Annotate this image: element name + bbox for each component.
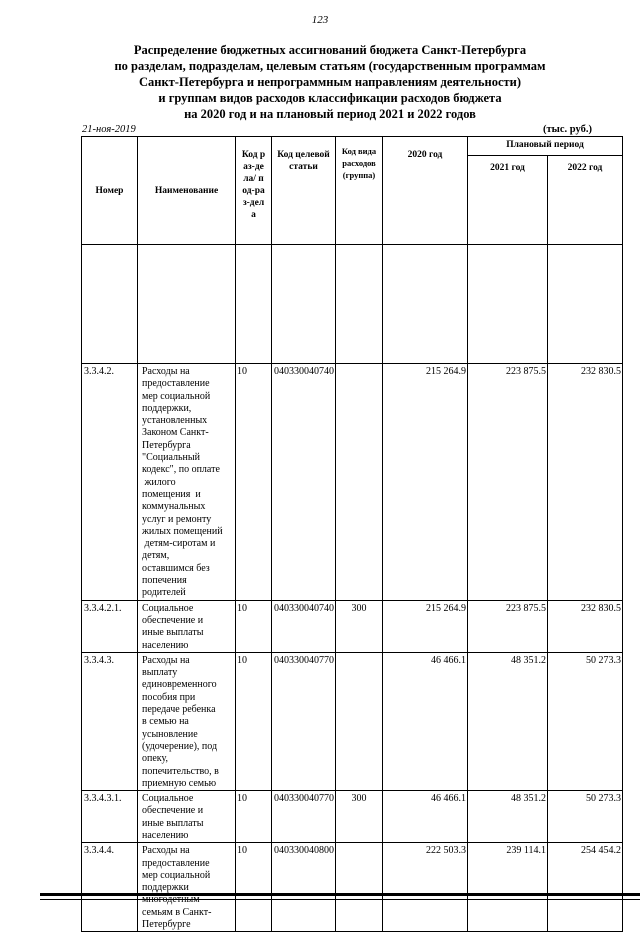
row-name-line: Законом Санкт- — [142, 427, 209, 439]
row-target: 0330040740 — [284, 602, 334, 614]
row-razdel: 10 — [236, 652, 272, 790]
header-razdel: Код раз-дела/ под-раз-дела — [236, 137, 272, 245]
row-name-line: Петербурге — [142, 919, 191, 931]
row-name-line: в семью на — [142, 716, 189, 728]
row-2021: 223 875.5 — [468, 600, 548, 652]
row-name-line: Расходы на — [142, 654, 190, 666]
header-2022: 2022 год — [548, 156, 623, 245]
row-2022: 254 454.2 — [548, 843, 623, 932]
row-podrazdel: 04 — [274, 366, 284, 377]
row-2022: 50 273.3 — [548, 791, 623, 843]
header-plan-period: Плановый период — [468, 137, 623, 156]
row-name-line: передаче ребенка — [142, 704, 216, 716]
row-name-line: детям, — [142, 550, 170, 562]
row-name-line: кодекс", по оплате — [142, 464, 220, 476]
row-name — [138, 652, 236, 790]
row-number: 3.3.4.3. — [82, 652, 138, 790]
row-razdel: 10 — [236, 791, 272, 843]
row-name-line: попечения — [142, 575, 187, 587]
row-name-line: попечительство, в — [142, 765, 219, 777]
row-name-line: родителей — [142, 587, 186, 599]
footer-rule — [40, 893, 640, 896]
title-line: на 2020 год и на плановый период 2021 и 2022 годов — [184, 107, 476, 121]
row-number: 3.3.4.4. — [82, 843, 138, 932]
row-razdel: 10 — [236, 364, 272, 601]
row-name-line: мер социальной — [142, 869, 211, 881]
table-row — [82, 652, 623, 790]
header-vid: Код вида расходов (группа) — [336, 137, 383, 245]
row-target-code — [272, 652, 336, 790]
row-2022: 232 830.5 — [548, 600, 623, 652]
row-podrazdel: 04 — [274, 654, 284, 666]
row-name-line: Расходы на — [142, 845, 190, 857]
row-name — [138, 843, 236, 932]
row-name-line: жилых помещений — [142, 525, 223, 537]
title-line: по разделам, подразделам, целевым статьям (государственным программам — [114, 59, 546, 73]
row-name-line: приемную семью — [142, 777, 217, 789]
row-name-line: услуг и ремонту — [142, 513, 212, 525]
row-name-line: установленных — [142, 415, 208, 427]
row-target-code — [272, 791, 336, 843]
row-name-line: обеспечение и — [142, 614, 204, 626]
row-target: 0330040800 — [284, 845, 334, 857]
row-name-line: Социальное — [142, 793, 194, 805]
row-2021: 48 351.2 — [468, 652, 548, 790]
row-name-line: выплату — [142, 667, 178, 679]
row-name-line: предоставление — [142, 378, 210, 390]
row-name-line: "Социальный — [142, 452, 200, 464]
row-number: 3.3.4.2. — [82, 364, 138, 601]
row-name-line: иные выплаты — [142, 817, 204, 829]
row-name-line: жилого — [142, 476, 176, 488]
table-row — [82, 600, 623, 652]
row-name-line: оставшимся без — [142, 562, 210, 574]
row-name-line: опеку, — [142, 753, 169, 765]
header-number: Номер — [82, 137, 138, 245]
row-name-line: пособия при — [142, 691, 196, 703]
row-target-code — [272, 364, 336, 601]
document-date: 21-ноя-2019 — [82, 124, 136, 135]
row-name-line: предоставление — [142, 857, 210, 869]
row-name — [138, 791, 236, 843]
row-target-code — [272, 843, 336, 932]
table-row — [82, 791, 623, 843]
row-vid — [336, 364, 383, 601]
units-label: (тыс. руб.) — [543, 124, 592, 135]
budget-table — [81, 136, 623, 932]
row-name-line: Социальное — [142, 602, 194, 614]
title-line: и группам видов расходов классификации расходов бюджета — [158, 91, 502, 105]
row-name — [138, 600, 236, 652]
row-name-line: поддержки, — [142, 402, 192, 414]
row-name-line: детям-сиротам и — [142, 538, 216, 550]
row-name-line: Расходы на — [142, 366, 190, 377]
row-2022: 50 273.3 — [548, 652, 623, 790]
row-number: 3.3.4.3.1. — [82, 791, 138, 843]
row-target: 0330040740 — [284, 366, 334, 377]
row-2021: 223 875.5 — [468, 364, 548, 601]
row-name-line: Петербурга — [142, 439, 191, 451]
row-2020: 46 466.1 — [383, 791, 468, 843]
row-2022: 232 830.5 — [548, 364, 623, 601]
row-2021: 48 351.2 — [468, 791, 548, 843]
row-podrazdel: 04 — [274, 845, 284, 857]
table-row — [82, 843, 623, 932]
row-2020: 215 264.9 — [383, 600, 468, 652]
page-number: 123 — [311, 14, 329, 26]
header-gap-row — [82, 245, 623, 364]
row-name-line: усыновление — [142, 728, 198, 740]
title-line: Санкт-Петербурга и непрограммным направлениям деятельности) — [138, 75, 521, 89]
header-target: Код целевой статьи — [272, 137, 336, 245]
footer-rule-thin — [40, 899, 640, 900]
row-name-line: (удочерение), под — [142, 740, 218, 752]
row-podrazdel: 04 — [274, 602, 284, 614]
row-target-code — [272, 600, 336, 652]
row-razdel: 10 — [236, 600, 272, 652]
row-name-line: единовременного — [142, 679, 217, 691]
row-name-line: обеспечение и — [142, 805, 204, 817]
row-target: 0330040770 — [284, 793, 334, 805]
row-vid: 300 — [336, 791, 383, 843]
row-vid — [336, 843, 383, 932]
row-name-line: населению — [142, 829, 189, 841]
row-name-line: коммунальных — [142, 501, 206, 513]
table-row — [82, 364, 623, 601]
header-2020: 2020 год — [383, 137, 468, 245]
row-2020: 46 466.1 — [383, 652, 468, 790]
row-name-line: помещения и — [142, 488, 201, 500]
document-title — [60, 42, 600, 122]
row-razdel: 10 — [236, 843, 272, 932]
row-vid: 300 — [336, 600, 383, 652]
row-name-line: иные выплаты — [142, 627, 204, 639]
row-name-line: семьям в Санкт- — [142, 906, 212, 918]
row-podrazdel: 04 — [274, 793, 284, 805]
row-2021: 239 114.1 — [468, 843, 548, 932]
row-name-line: поддержки — [142, 882, 189, 894]
row-2020: 215 264.9 — [383, 364, 468, 601]
row-number: 3.3.4.2.1. — [82, 600, 138, 652]
row-name-line: мер социальной — [142, 390, 211, 402]
row-2020: 222 503.3 — [383, 843, 468, 932]
row-vid — [336, 652, 383, 790]
row-name-line: населению — [142, 639, 189, 651]
header-2021: 2021 год — [468, 156, 548, 245]
row-name — [138, 364, 236, 601]
row-target: 0330040770 — [284, 654, 334, 666]
header-name: Наименование — [138, 137, 236, 245]
title-line: Распределение бюджетных ассигнований бюджета Санкт-Петербурга — [133, 43, 527, 57]
